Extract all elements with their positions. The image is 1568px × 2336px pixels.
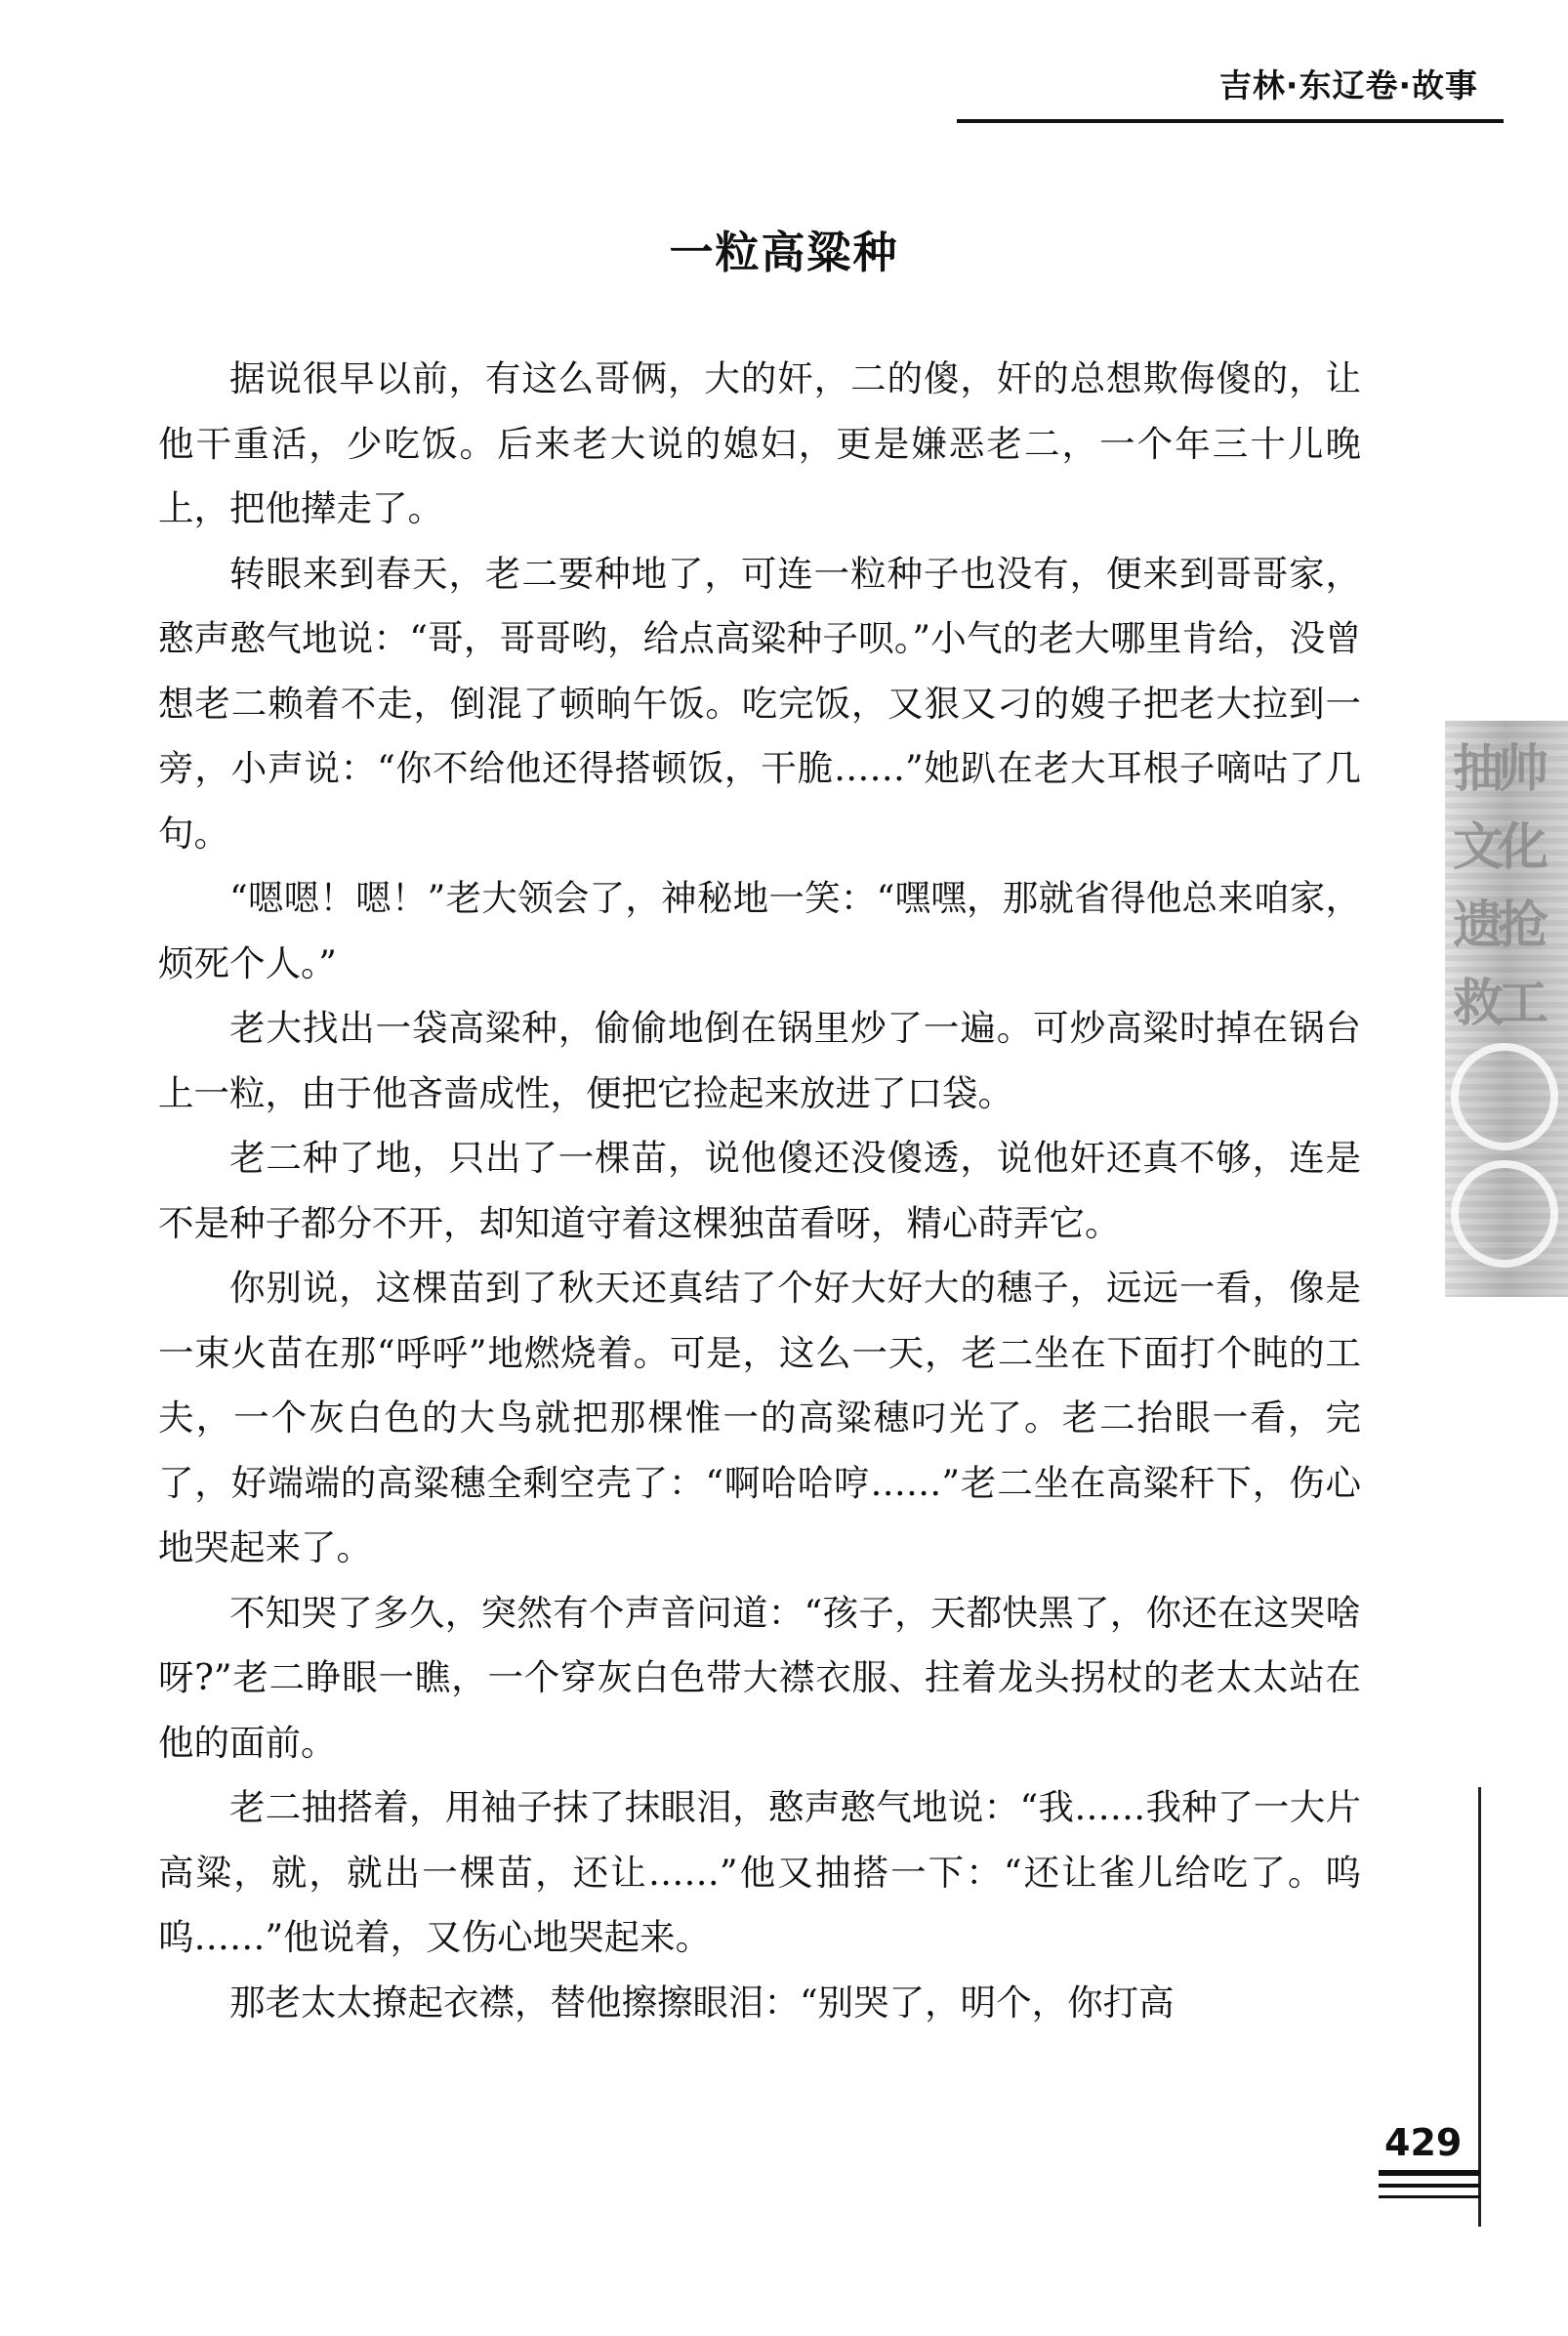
page-number-rule bbox=[1379, 2170, 1480, 2176]
side-tab-decoration bbox=[1445, 721, 1568, 1297]
swirl-ornament bbox=[1451, 1043, 1558, 1150]
paragraph: 那老太太撩起衣襟，替他擦擦眼泪：“别哭了，明个，你打高 bbox=[229, 1981, 1175, 2023]
side-tab-text: 抽帅文化遗抢救工 bbox=[1453, 739, 1544, 1033]
swirl-ornament bbox=[1451, 1160, 1558, 1268]
paragraph: 不知哭了多久，突然有个声音问道：“孩子，天都快黑了，你还在这哭啥呀?”老二睁眼一瞧，一个穿灰白色带大襟衣服、拄着龙头拐杖的老太太站在他的面前。 bbox=[158, 1591, 1361, 1764]
paragraph: 老二种了地，只出了一棵苗，说他傻还没傻透，说他奸还真不够，连是不是种子都分不开，却知道守着这棵独苗看呀，精心莳弄它。 bbox=[158, 1137, 1361, 1244]
story-body bbox=[158, 347, 1361, 2035]
header-rule bbox=[957, 119, 1504, 123]
margin-rule bbox=[1478, 1787, 1481, 2227]
paragraph: 老大找出一袋高粱种，偷偷地倒在锅里炒了一遍。可炒高粱时掉在锅台上一粒，由于他吝啬成性，便把它捡起来放进了口袋。 bbox=[158, 1007, 1361, 1114]
paragraph: 转眼来到春天，老二要种地了，可连一粒种子也没有，便来到哥哥家，憨声憨气地说：“哥，哥哥哟，给点高粱种子呗。”小气的老大哪里肯给，没曾想老二赖着不走，倒混了顿晌午饭。吃完饭，又狠又刁的嫂子把老大拉到一旁，小声说：“你不给他还得搭顿饭，干脆……”她趴在老大耳根子嘀咕了几句。 bbox=[158, 552, 1361, 855]
page-number: 429 bbox=[1384, 2121, 1463, 2164]
paragraph: 据说很早以前，有这么哥俩，大的奸，二的傻，奸的总想欺侮傻的，让他干重活，少吃饭。后来老大说的媳妇，更是嫌恶老二，一个年三十儿晚上，把他撵走了。 bbox=[158, 357, 1361, 529]
paragraph: 你别说，这棵苗到了秋天还真结了个好大好大的穗子，远远一看，像是一束火苗在那“呼呼”地燃烧着。可是，这么一天，老二坐在下面打个盹的工夫，一个灰白色的大鸟就把那棵惟一的高粱穗叼光了。老二抬眼一看，完了，好端端的高粱穗全剩空壳了：“啊哈哈哼……”老二坐在高粱秆下，伤心地哭起来了。 bbox=[158, 1267, 1361, 1568]
paragraph: “嗯嗯！嗯！”老大领会了，神秘地一笑：“嘿嘿，那就省得他总来咱家，烦死个人。” bbox=[158, 877, 1361, 984]
page-number-rule bbox=[1379, 2195, 1480, 2198]
story-title: 一粒高粱种 bbox=[669, 227, 899, 278]
running-head: 吉林·东辽卷·故事 bbox=[1218, 66, 1478, 104]
page-number-rule bbox=[1379, 2184, 1480, 2188]
paragraph: 老二抽搭着，用袖子抹了抹眼泪，憨声憨气地说：“我……我种了一大片高粱，就，就出一棵苗，还让……”他又抽搭一下：“还让雀儿给吃了。呜呜……”他说着，又伤心地哭起来。 bbox=[158, 1786, 1361, 1958]
